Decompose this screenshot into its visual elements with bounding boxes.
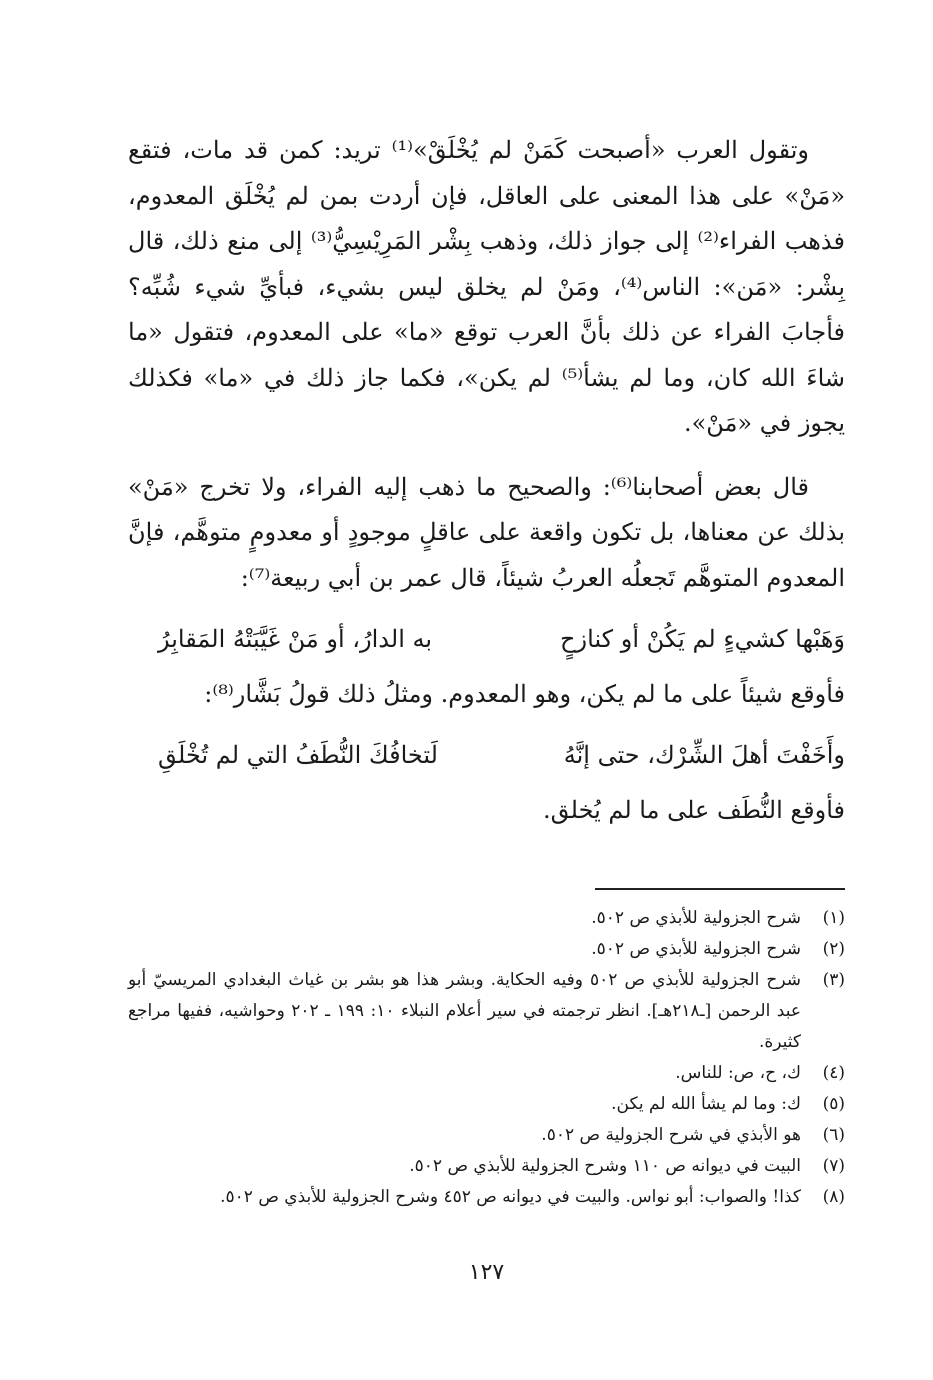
footnote-text: شرح الجزولية للأبذي ص ٥٠٢ وفيه الحكاية. وبشر هذا هو بشر بن غياث البغدادي المريسيّ أبو عبد الرحمن [ـ٢١٨هـ]. انظر ترجمته في سير أعلام النبلاء ١٠: ١٩٩ ـ ٢٠٢ وحواشيه، ففيها مراجع كثيرة. xyxy=(128,970,801,1052)
footnote xyxy=(128,965,845,1058)
footnote-number: (٥) xyxy=(822,1094,845,1114)
verse-1-first-hemistich: وَهَبْها كشيءٍ لم يَكُنْ أو كنازحٍ xyxy=(560,625,845,653)
footnote-text: ك، ح، ص: للناس. xyxy=(675,1063,801,1083)
verse-commentary: فأوقع شيئاً على ما لم يكن، وهو المعدوم. ومثلُ ذلك قولُ بَشَّار⁽⁸⁾: xyxy=(204,680,845,708)
verse-1-second-hemistich: به الدارُ، أو مَنْ غَيَّبَتْهُ المَقابِرُ xyxy=(158,625,433,653)
paragraph-1: وتقول العرب «أصبحت كَمَنْ لم يُخْلَقْ»⁽¹⁾ تريد: كمن قد مات، فتقع «مَنْ» على هذا المعنى على العاقل، فإن أردت بمن لم يُخْلَق المعدوم، فذهب الفراء⁽²⁾ إلى جواز ذلك، وذهب بِشْر المَرِيْسِيُّ⁽³⁾ إلى منع ذلك، قال بِشْر: «مَن»: الناس⁽⁴⁾، ومَنْ لم يخلق ليس بشيء، فبأيِّ شيء شُبِّه؟ فأجابَ الفراء عن ذلك بأنَّ العرب توقع «ما» على المعدوم، فتقول «ما شاءَ الله كان، وما لم يشأ⁽⁵⁾ لم يكن»، فكما جاز ذلك في «ما» فكذلك يجوز في «مَنْ». xyxy=(128,136,846,437)
footnote xyxy=(128,934,845,965)
footnote-text: البيت في ديوانه ص ١١٠ وشرح الجزولية للأبذي ص ٥٠٢. xyxy=(409,1156,801,1176)
footnote xyxy=(128,1089,845,1120)
footnote-divider xyxy=(595,888,845,890)
footnote-number: (٦) xyxy=(822,1125,845,1145)
footnote-text: شرح الجزولية للأبذي ص ٥٠٢. xyxy=(591,939,801,959)
footnote-number: (٢) xyxy=(822,939,845,959)
footnote-number: (٣) xyxy=(822,970,845,990)
footnote-number: (١) xyxy=(822,908,845,928)
footnote-text: ك: وما لم يشأ الله لم يكن. xyxy=(611,1094,801,1114)
footnote-number: (٧) xyxy=(822,1156,845,1176)
footnote xyxy=(128,1182,845,1213)
verse-2-second-hemistich: لَتخافُكَ النُّطَفُ التي لم تُخْلَقِ xyxy=(158,741,438,769)
book-page xyxy=(128,128,845,1320)
footnote-text: كذا! والصواب: أبو نواس. والبيت في ديوانه ص ٤٥٢ وشرح الجزولية للأبذي ص ٥٠٢. xyxy=(220,1187,801,1207)
page-number: ١٢٧ xyxy=(468,1260,505,1285)
footnote xyxy=(128,903,845,934)
verse-umar-ibn-abi-rabia xyxy=(128,617,845,662)
closing-text: فأوقع النُّطَف على ما لم يُخلق. xyxy=(542,796,845,824)
footnote xyxy=(128,1120,845,1151)
verse-2-first-hemistich: وأَخَفْتَ أهلَ الشِّرْك، حتى إنَّهُ xyxy=(563,741,845,769)
paragraph-2: قال بعض أصحابنا⁽⁶⁾: والصحيح ما ذهب إليه الفراء، ولا تخرج «مَنْ» بذلك عن معناها، بل تكون واقعة على عاقلٍ موجودٍ أو معدومٍ متوهَّم، فإنَّ المعدوم المتوهَّم تَجعلُه العربُ شيئاً، قال عمر بن أبي ربيعة⁽⁷⁾: xyxy=(128,472,845,592)
verse-bashshar xyxy=(128,733,845,778)
footnote-number: (٨) xyxy=(822,1187,845,1207)
footnote-number: (٤) xyxy=(822,1063,845,1083)
footnotes-list xyxy=(128,903,845,1213)
footnote xyxy=(128,1151,845,1182)
main-text xyxy=(128,128,845,833)
footnote-text: شرح الجزولية للأبذي ص ٥٠٢. xyxy=(591,908,801,928)
footnote xyxy=(128,1058,845,1089)
footnote-text: هو الأبذي في شرح الجزولية ص ٥٠٢. xyxy=(541,1125,801,1145)
